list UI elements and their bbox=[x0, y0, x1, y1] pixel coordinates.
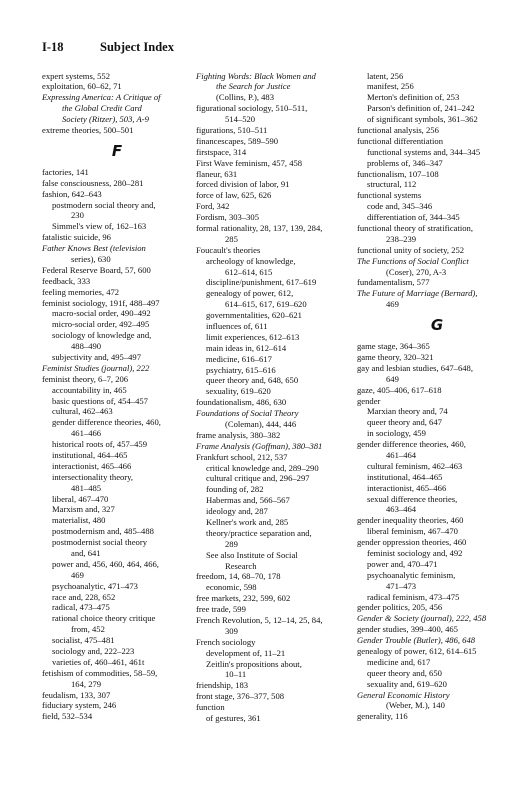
index-subentry: liberal feminism, 467–470 bbox=[367, 526, 458, 537]
index-entry: functional theory of stratification, bbox=[357, 222, 473, 233]
index-entry: figurational sociology, 510–511, bbox=[196, 103, 308, 114]
index-subentry: micro-social order, 492–495 bbox=[52, 319, 150, 330]
index-subentry: latent, 256 bbox=[367, 70, 404, 81]
index-subentry: institutional, 464–465 bbox=[367, 471, 443, 482]
index-entry: gender oppression theories, 460 bbox=[357, 537, 467, 548]
index-entry: gaze, 405–406, 617–618 bbox=[357, 384, 442, 395]
index-entry: gender politics, 205, 456 bbox=[357, 602, 443, 613]
index-subentry: 488–490 bbox=[71, 341, 102, 352]
index-subentry: Marxism and, 327 bbox=[52, 504, 115, 515]
index-subentry: 285 bbox=[225, 233, 238, 244]
index-entry: forced division of labor, 91 bbox=[196, 179, 290, 190]
index-subentry: (Collins, P.), 483 bbox=[216, 92, 275, 103]
index-subentry: postmodern social theory and, bbox=[52, 199, 156, 210]
index-subentry: functional systems and, 344–345 bbox=[367, 146, 481, 157]
index-column-3 bbox=[357, 71, 517, 723]
index-entry: friendship, 183 bbox=[196, 680, 249, 691]
index-entry: Foucault's theories bbox=[196, 244, 261, 255]
index-subentry: power and, 456, 460, 464, 466, bbox=[52, 558, 159, 569]
index-entry: First Wave feminism, 457, 458 bbox=[196, 157, 303, 168]
index-entry: firstspace, 314 bbox=[196, 146, 247, 157]
page-number: I-18 bbox=[42, 40, 64, 54]
index-subentry: limit experiences, 612–613 bbox=[206, 331, 300, 342]
index-subentry: archeology of knowledge, bbox=[206, 255, 296, 266]
index-entry: Foundations of Social Theory bbox=[196, 408, 299, 419]
index-subentry: 469 bbox=[386, 299, 399, 310]
index-subentry: liberal, 467–470 bbox=[52, 493, 109, 504]
index-entry: gender inequality theories, 460 bbox=[357, 515, 464, 526]
index-entry: feminist theory, 6–7, 206 bbox=[42, 373, 129, 384]
index-subentry: from, 452 bbox=[71, 624, 105, 635]
index-subentry: problems of, 346–347 bbox=[367, 157, 443, 168]
index-subentry: of significant symbols, 361–362 bbox=[367, 114, 478, 125]
index-subentry: postmodernism and, 485–488 bbox=[52, 526, 154, 537]
index-subentry: psychoanalytic feminism, bbox=[367, 569, 456, 580]
index-entry: gender studies, 399–400, 465 bbox=[357, 624, 458, 635]
index-subentry: accountability in, 465 bbox=[52, 384, 127, 395]
index-entry: French Revolution, 5, 12–14, 25, 84, bbox=[196, 615, 323, 626]
index-entry: The Functions of Social Conflict bbox=[357, 255, 469, 266]
index-subentry: basic questions of, 454–457 bbox=[52, 395, 148, 406]
index-subentry: (Coleman), 444, 446 bbox=[225, 419, 297, 429]
index-entry: function bbox=[196, 702, 225, 713]
index-entry: Father Knows Best (television bbox=[42, 243, 146, 254]
index-entry: free trade, 599 bbox=[196, 604, 246, 615]
index-entry: functional differentiation bbox=[357, 135, 443, 146]
index-subentry: Marxian theory and, 74 bbox=[367, 406, 448, 417]
index-entry: gender bbox=[357, 395, 381, 406]
index-subentry: genealogy of power, 612, bbox=[206, 288, 294, 299]
index-entry: game theory, 320–321 bbox=[357, 351, 434, 362]
index-subentry: manifest, 256 bbox=[367, 81, 414, 92]
index-subentry: the Global Credit Card bbox=[62, 103, 142, 114]
index-subentry: sexuality, 619–620 bbox=[206, 386, 271, 397]
index-entry: extreme theories, 500–501 bbox=[42, 124, 134, 135]
index-subentry: queer theory and, 648, 650 bbox=[206, 375, 299, 386]
index-subentry: sociology and, 222–223 bbox=[52, 646, 135, 657]
index-entry: expert systems, 552 bbox=[42, 70, 111, 81]
index-subentry: development of, 11–21 bbox=[206, 647, 286, 658]
index-entry: free markets, 232, 599, 602 bbox=[196, 593, 291, 604]
index-subentry: cultural, 462–463 bbox=[52, 406, 113, 417]
index-subentry: differentiation of, 344–345 bbox=[367, 212, 460, 223]
section-letter: G bbox=[430, 316, 444, 335]
index-subentry: 164, 279 bbox=[71, 678, 102, 689]
index-subentry: Research bbox=[225, 560, 257, 571]
index-subentry: subjectivity and, 495–497 bbox=[52, 351, 142, 362]
index-entry: General Economic History bbox=[357, 689, 450, 700]
index-entry: fashion, 642–643 bbox=[42, 188, 102, 199]
index-entry: Expressing America: A Critique of bbox=[42, 92, 161, 103]
index-subentry: 649 bbox=[386, 373, 399, 384]
index-subentry: discipline/punishment, 617–619 bbox=[206, 277, 317, 288]
index-subentry: power and, 470–471 bbox=[367, 558, 438, 569]
index-subentry: ideology and, 287 bbox=[206, 506, 268, 517]
index-entry: fiduciary system, 246 bbox=[42, 700, 117, 711]
index-subentry: in sociology, 459 bbox=[367, 428, 426, 439]
index-entry: French sociology bbox=[196, 636, 256, 647]
index-subentry: code and, 345–346 bbox=[367, 201, 433, 212]
index-subentry: radical, 473–475 bbox=[52, 602, 110, 613]
index-entry: foundationalism, 486, 630 bbox=[196, 397, 287, 408]
index-subentry: Parson's definition of, 241–242 bbox=[367, 103, 475, 114]
index-subentry: 612–614, 615 bbox=[225, 266, 273, 277]
index-subentry: queer theory and, 650 bbox=[367, 667, 442, 678]
index-entry: Frankfurt school, 212, 537 bbox=[196, 451, 288, 462]
index-subentry: interactionist, 465–466 bbox=[367, 482, 447, 493]
index-subentry: Society (Ritzer), 503, A-9 bbox=[62, 114, 149, 125]
index-subentry: 238–239 bbox=[386, 233, 417, 244]
index-entry: generality, 116 bbox=[357, 711, 408, 722]
index-subentry: critical knowledge and, 289–290 bbox=[206, 462, 319, 473]
index-subentry: macro-social order, 490–492 bbox=[52, 308, 151, 319]
index-entry: Fordism, 303–305 bbox=[196, 212, 260, 223]
index-subentry: interactionist, 465–466 bbox=[52, 460, 132, 471]
index-entry: functional systems bbox=[357, 190, 422, 201]
index-entry: feedback, 333 bbox=[42, 275, 91, 286]
index-subentry: cultural feminism, 462–463 bbox=[367, 460, 463, 471]
index-subentry: economic, 598 bbox=[206, 582, 257, 593]
index-column-1 bbox=[42, 71, 192, 723]
index-entry: Feminist Studies (journal), 222 bbox=[42, 362, 150, 373]
index-entry: Federal Reserve Board, 57, 600 bbox=[42, 264, 151, 275]
index-subentry: race and, 228, 652 bbox=[52, 591, 116, 602]
index-subentry: governmentalities, 620–621 bbox=[206, 310, 302, 321]
index-entry: figurations, 510–511 bbox=[196, 124, 268, 135]
index-entry: field, 532–534 bbox=[42, 711, 93, 722]
index-entry: genealogy of power, 612, 614–615 bbox=[357, 646, 477, 657]
page-title: Subject Index bbox=[100, 40, 174, 54]
index-entry: Fighting Words: Black Women and bbox=[196, 70, 316, 81]
index-subentry: theory/practice separation and, bbox=[206, 527, 312, 538]
index-subentry: 481–485 bbox=[71, 482, 102, 493]
index-subentry: Kellner's work and, 285 bbox=[206, 517, 289, 528]
index-subentry: feminist sociology and, 492 bbox=[367, 548, 463, 559]
index-subentry: 461–464 bbox=[386, 450, 417, 460]
index-subentry: medicine and, 617 bbox=[367, 656, 431, 667]
index-subentry: series), 630 bbox=[71, 253, 111, 264]
index-subentry: and, 641 bbox=[71, 548, 101, 559]
index-subentry: medicine, 616–617 bbox=[206, 353, 272, 364]
index-subentry: 471–473 bbox=[386, 580, 417, 591]
index-entry: functional unity of society, 252 bbox=[357, 244, 465, 255]
index-subentry: influences of, 611 bbox=[206, 320, 268, 331]
index-subentry: radical feminism, 473–475 bbox=[367, 591, 460, 602]
index-entry: Ford, 342 bbox=[196, 201, 230, 212]
index-entry: gender difference theories, 460, bbox=[357, 439, 466, 450]
index-subentry: intersectionality theory, bbox=[52, 471, 134, 482]
index-subentry: 463–464 bbox=[386, 504, 417, 515]
index-entry: force of law, 625, 626 bbox=[196, 190, 272, 201]
index-subentry: 10–11 bbox=[225, 669, 247, 680]
index-subentry: gender difference theories, 460, bbox=[52, 417, 161, 428]
index-subentry: 309 bbox=[225, 625, 238, 636]
index-entry: fetishism of commodities, 58–59, bbox=[42, 667, 158, 678]
index-subentry: 514–520 bbox=[225, 114, 256, 125]
index-entry: flaneur, 631 bbox=[196, 168, 238, 179]
index-subentry: rational choice theory critique bbox=[52, 613, 156, 624]
index-entry: frame analysis, 380–382 bbox=[196, 429, 281, 440]
index-entry: feeling memories, 472 bbox=[42, 286, 120, 297]
section-letter: F bbox=[111, 141, 123, 160]
index-entry: Frame Analysis (Goffman), 380–381 bbox=[196, 440, 323, 451]
index-subentry: (Coser), 270, A-3 bbox=[386, 266, 447, 277]
index-subentry: See also Institute of Social bbox=[206, 549, 298, 560]
index-entry: gay and lesbian studies, 647–648, bbox=[357, 362, 473, 373]
index-entry: financescapes, 589–590 bbox=[196, 135, 279, 146]
index-entry: fundamentalism, 577 bbox=[357, 277, 430, 288]
index-entry: factories, 141 bbox=[42, 166, 89, 177]
running-header bbox=[42, 40, 174, 55]
index-subentry: socialist, 475–481 bbox=[52, 635, 115, 646]
index-subentry: (Weber, M.), 140 bbox=[386, 700, 445, 711]
index-subentry: Simmel's view of, 162–163 bbox=[52, 221, 147, 232]
index-subentry: psychoanalytic, 471–473 bbox=[52, 580, 138, 591]
index-column-2 bbox=[196, 71, 354, 724]
index-subentry: psychiatry, 615–616 bbox=[206, 364, 276, 375]
index-subentry: 289 bbox=[225, 538, 238, 549]
index-entry: freedom, 14, 68–70, 178 bbox=[196, 571, 281, 582]
index-entry: The Future of Marriage (Bernard), bbox=[357, 288, 478, 299]
index-subentry: Zeitlin's propositions about, bbox=[206, 658, 302, 669]
index-subentry: materialist, 480 bbox=[52, 515, 106, 526]
index-entry: formal rationality, 28, 137, 139, 284, bbox=[196, 222, 323, 233]
index-subentry: 614–615, 617, 619–620 bbox=[225, 299, 307, 310]
index-subentry: institutional, 464–465 bbox=[52, 450, 128, 460]
index-subentry: main ideas in, 612–614 bbox=[206, 342, 287, 353]
index-subentry: sexual difference theories, bbox=[367, 493, 458, 504]
index-subentry: varieties of, 460–461, 461t bbox=[52, 656, 145, 667]
index-subentry: postmodernist social theory bbox=[52, 537, 147, 548]
index-subentry: founding of, 282 bbox=[206, 484, 264, 495]
index-subentry: sociology of knowledge and, bbox=[52, 330, 152, 341]
index-subentry: Habermas and, 566–567 bbox=[206, 495, 290, 506]
index-entry: functionalism, 107–108 bbox=[357, 168, 439, 179]
index-entry: game stage, 364–365 bbox=[357, 341, 430, 352]
index-subentry: of gestures, 361 bbox=[206, 713, 261, 724]
index-subentry: 461–466 bbox=[71, 428, 102, 439]
index-subentry: 469 bbox=[71, 569, 84, 580]
index-subentry: Merton's definition of, 253 bbox=[367, 92, 460, 103]
index-subentry: queer theory and, 647 bbox=[367, 417, 442, 428]
index-entry: front stage, 376–377, 508 bbox=[196, 691, 285, 702]
index-entry: Gender Trouble (Butler), 486, 648 bbox=[357, 635, 476, 646]
index-subentry: structural, 112 bbox=[367, 179, 417, 190]
index-subentry: cultural critique and, 296–297 bbox=[206, 473, 310, 484]
index-entry: fatalistic suicide, 96 bbox=[42, 232, 111, 243]
index-entry: exploitation, 60–62, 71 bbox=[42, 81, 122, 92]
index-entry: feudalism, 133, 307 bbox=[42, 689, 111, 700]
index-subentry: sexuality and, 619–620 bbox=[367, 678, 447, 689]
index-subentry: 230 bbox=[71, 210, 84, 221]
index-subentry: historical roots of, 457–459 bbox=[52, 439, 147, 450]
index-entry: feminist sociology, 191f, 488–497 bbox=[42, 297, 160, 308]
index-entry: false consciousness, 280–281 bbox=[42, 177, 144, 188]
index-entry: functional analysis, 256 bbox=[357, 124, 439, 135]
index-entry: Gender & Society (journal), 222, 458 bbox=[357, 613, 487, 624]
index-subentry: the Search for Justice bbox=[216, 81, 291, 92]
